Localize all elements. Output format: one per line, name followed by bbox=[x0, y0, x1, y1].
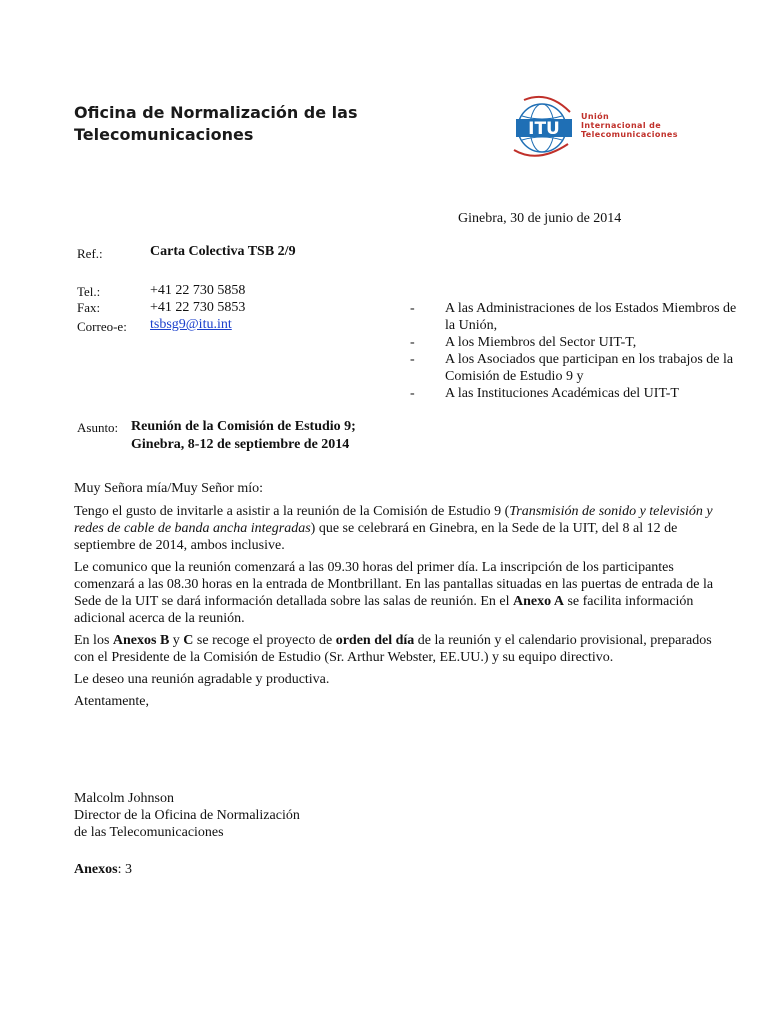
office-heading-line2: Telecomunicaciones bbox=[74, 125, 254, 144]
paragraph-wishes: Le deseo una reunión agradable y productiva. bbox=[74, 672, 330, 687]
logo-union-name bbox=[581, 112, 678, 139]
p3-text-b: y bbox=[169, 633, 184, 648]
email-field bbox=[150, 317, 232, 333]
recipient-dash: - bbox=[410, 301, 415, 316]
paragraph-invitation bbox=[74, 503, 714, 554]
subject-line2: Ginebra, 8-12 de septiembre de 2014 bbox=[131, 437, 350, 452]
p3-text-d: de la reunión y el calendario provisional, preparados con el Presidente de la Comisión de Estudio (Sr. Arthur Webster, EE.UU.) y su equipo directivo. bbox=[74, 633, 712, 665]
recipient-item bbox=[410, 300, 740, 334]
ref-label: Ref.: bbox=[77, 246, 103, 261]
signatory-name: Malcolm Johnson bbox=[74, 791, 174, 806]
recipient-text: A las Administraciones de los Estados Miembros de la Unión, bbox=[445, 301, 737, 333]
recipient-text: A los Asociados que participan en los trabajos de la Comisión de Estudio 9 y bbox=[445, 352, 734, 384]
ref-value: Carta Colectiva TSB 2/9 bbox=[150, 244, 296, 259]
agenda-ref: orden del día bbox=[335, 633, 415, 648]
signature-block bbox=[74, 790, 300, 841]
tel-label: Tel.: bbox=[77, 284, 101, 299]
logo-text: ITU bbox=[528, 119, 560, 139]
itu-globe-icon bbox=[508, 92, 580, 162]
annex-label: Anexos bbox=[74, 862, 118, 877]
signatory-title-line1: Director de la Oficina de Normalización bbox=[74, 808, 300, 823]
office-heading-line1: Oficina de Normalización de las bbox=[74, 103, 358, 122]
p2-text-b: se facilita información adicional acerca de la reunión. bbox=[74, 594, 694, 626]
study-group-title: Transmisión de sonido y televisión y redes de cable de banda ancha integradas bbox=[74, 504, 713, 536]
email-link[interactable]: tsbsg9@itu.int bbox=[150, 317, 232, 332]
recipient-text: A las Instituciones Académicas del UIT-T bbox=[445, 386, 679, 401]
annex-b-ref: Anexos B bbox=[112, 633, 170, 648]
paragraph-agenda bbox=[74, 632, 714, 666]
tel-value: +41 22 730 5858 bbox=[150, 283, 246, 298]
annex-a-ref: Anexo A bbox=[513, 594, 564, 609]
itu-logo bbox=[508, 92, 708, 162]
p1-text-b: ) que se celebrará en Ginebra, en la Sede de la UIT, del 8 al 12 de septiembre de 2014, ambos inclusive. bbox=[74, 521, 678, 553]
salutation: Muy Señora mía/Muy Señor mío: bbox=[74, 481, 263, 496]
recipient-item bbox=[410, 385, 740, 402]
fax-label: Fax: bbox=[77, 300, 101, 315]
closing: Atentamente, bbox=[74, 694, 150, 709]
recipient-dash: - bbox=[410, 386, 415, 401]
logo-name-line2: Internacional de bbox=[581, 121, 662, 130]
recipient-dash: - bbox=[410, 352, 415, 367]
subject-value bbox=[131, 418, 431, 454]
annex-line bbox=[74, 862, 132, 878]
paragraph-schedule bbox=[74, 559, 714, 627]
logo-name-line3: Telecomunicaciones bbox=[581, 130, 678, 139]
signatory-title-line2: de las Telecomunicaciones bbox=[74, 825, 224, 840]
recipient-text: A los Miembros del Sector UIT-T, bbox=[445, 335, 637, 350]
letter-date: Ginebra, 30 de junio de 2014 bbox=[458, 211, 622, 226]
recipient-item bbox=[410, 351, 740, 385]
recipients-list bbox=[410, 300, 740, 402]
p2-text-a: Le comunico que la reunión comenzará a las 09.30 horas del primer día. La inscripción de los participantes comenzará a las 08.30 horas en la entrada de Montbrillant. En las pantallas situadas en las puertas de entrada de la Sede de la UIT se dará información detallada sobre las salas de reunión. En el bbox=[74, 560, 714, 609]
annex-c-ref: C bbox=[183, 633, 194, 648]
letter-body bbox=[74, 480, 714, 715]
annex-count: : 3 bbox=[117, 862, 132, 877]
logo-name-line1: Unión bbox=[581, 112, 610, 121]
subject-line1: Reunión de la Comisión de Estudio 9; bbox=[131, 419, 356, 434]
p1-text-a: Tengo el gusto de invitarle a asistir a la reunión de la Comisión de Estudio 9 ( bbox=[74, 504, 510, 519]
p3-text-a: En los bbox=[74, 633, 113, 648]
fax-value: +41 22 730 5853 bbox=[150, 300, 246, 315]
subject-label: Asunto: bbox=[77, 420, 119, 435]
office-heading bbox=[74, 102, 414, 146]
recipient-item bbox=[410, 334, 740, 351]
p3-text-c: se recoge el proyecto de bbox=[193, 633, 336, 648]
email-label: Correo-e: bbox=[77, 319, 127, 334]
recipient-dash: - bbox=[410, 335, 415, 350]
